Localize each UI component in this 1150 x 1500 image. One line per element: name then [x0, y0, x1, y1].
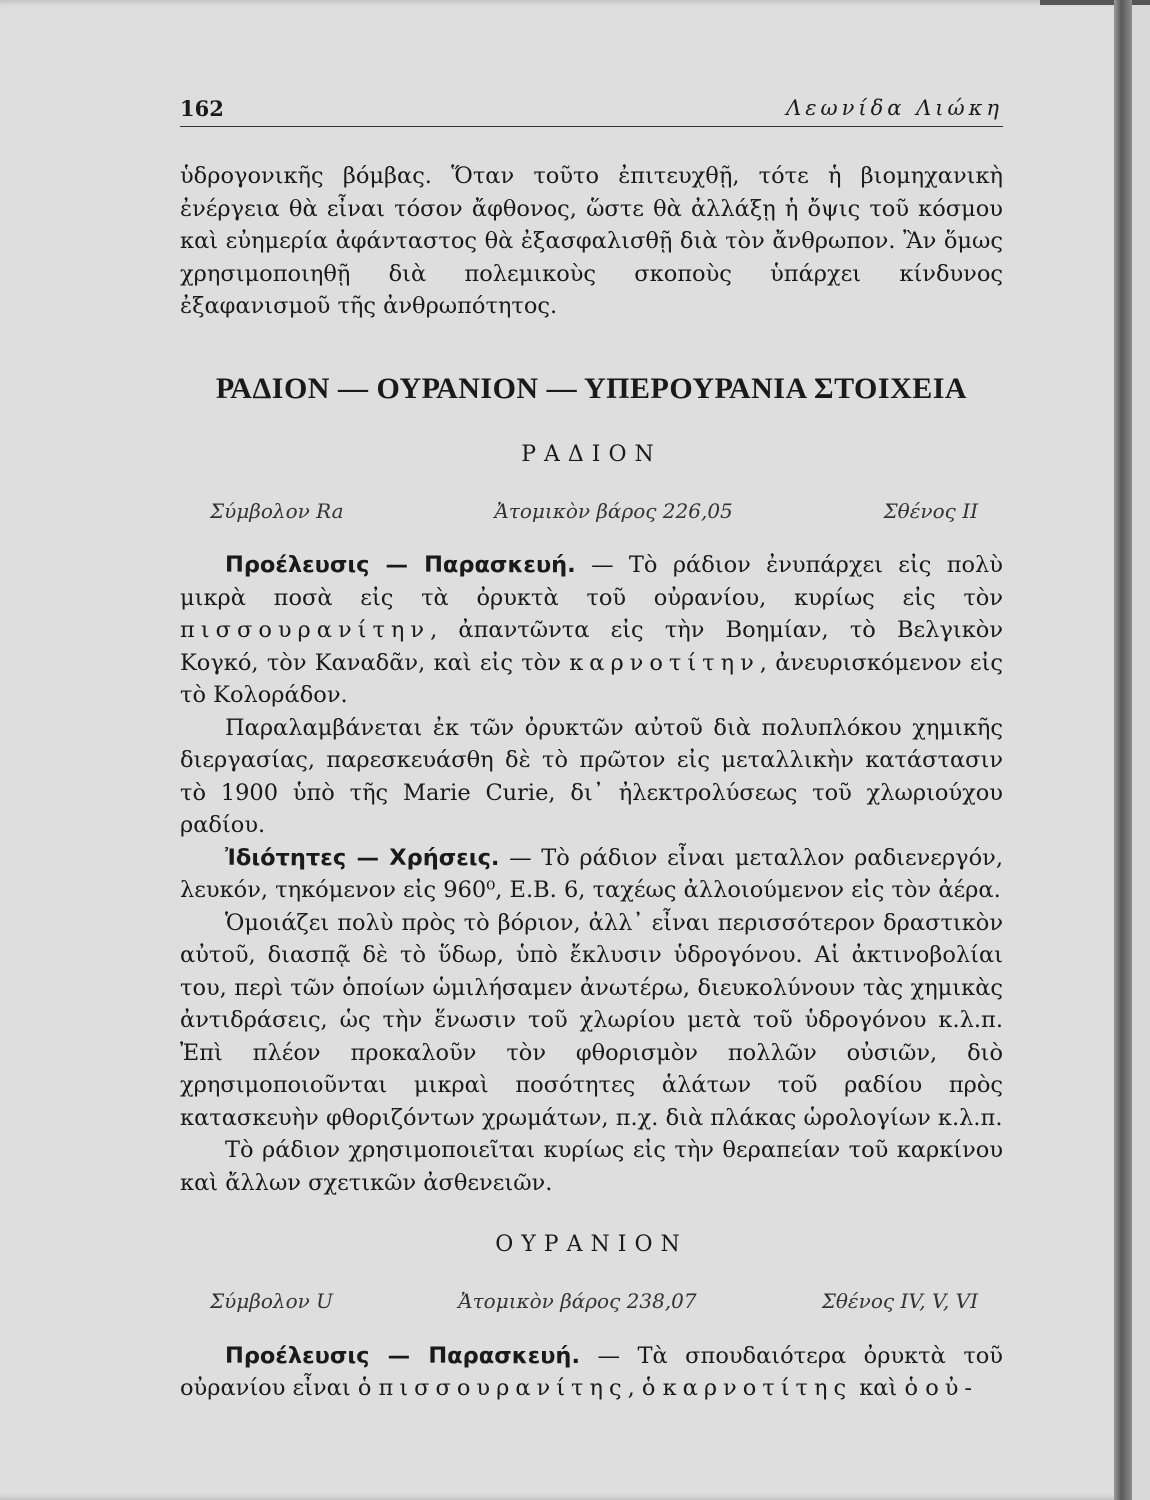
radium-origin-text-b: , ἀπαντῶντα εἰς τὴν Βοημίαν, τὸ Βελγικὸν Κογκό, τὸν Καναδᾶν, καὶ εἰς τὸν — [180, 617, 1003, 676]
uranium-valence: Σθένος IV, V, VI — [821, 1289, 978, 1313]
scan-border — [1040, 0, 1150, 5]
radium-preparation-paragraph: Παραλαμβάνεται ἐκ τῶν ὀρυκτῶν αὐτοῦ διὰ πολυπλόκου χημικῆς διεργασίας, παρεσκευάσθη δὲ τὸ πρῶτον εἰς μεταλλικὴν κατάστασιν τὸ 1900 ὑπὸ τῆς Marie Curie, δι᾽ ἠλεκτρολύσεως τοῦ χλωριούχου ραδίου. — [180, 714, 1003, 838]
radium-uses-paragraph: Τὸ ράδιον χρησιμοποιεῖται κυρίως εἰς τὴν θεραπείαν τοῦ καρκίνου καὶ ἄλλων σχετικῶν ἀσθενειῶν. — [180, 1137, 1003, 1196]
page-edge — [1114, 0, 1132, 1500]
radium-origin-paragraph — [180, 549, 1003, 712]
uranium-properties — [180, 1285, 1003, 1318]
page-header — [180, 96, 1003, 127]
page-body — [180, 160, 1003, 1405]
radium-mineral-2: καρνοτίτην — [569, 649, 760, 676]
running-head: Λεωνίδα Λιώκη — [786, 96, 1003, 120]
radium-mineral-1: πισσουρανίτην — [180, 617, 431, 643]
radium-valence: Σθένος II — [883, 498, 978, 523]
radium-atomic-weight: Ἀτομικὸν βάρος 226,05 — [494, 498, 733, 523]
radium-origin-text-c: , ἀνευρισκόμενον εἰς τὸ Κολοράδον. — [180, 649, 1003, 708]
radium-symbol: Σύμβολον Ra — [210, 498, 344, 523]
radium-properties-heading: Ἰδιότητες — Χρήσεις. — [225, 844, 500, 871]
radium-properties-text: — Τὸ ράδιον εἶναι μεταλλον ραδιενεργόν, λευκόν, τηκόμενον εἰς 960⁰, Ε.Β. 6, ταχέως ἀλλοιούμενον εἰς τὸν ἀέρα. — [180, 844, 1004, 903]
radium-properties-paragraph — [180, 842, 1003, 907]
uranium-mineral-3: οὐ- — [925, 1375, 979, 1401]
uranium-origin-paragraph — [180, 1340, 1003, 1405]
radium-reactivity-paragraph: Ὁμοιάζει πολὺ πρὸς τὸ βόριον, ἀλλ᾽ εἶναι περισσότερον δραστικὸν αὐτοῦ, διασπᾷ δὲ τὸ ὕδωρ, ὑπὸ ἔκλυσιν ὑδρογόνου. Αἱ ἀκτινοβολίαι του, περὶ τῶν ὁποίων ὡμιλήσαμεν ἀνωτέρω, διευκολύνουν τὰς χημικὰς ἀντιδράσεις, ὡς τὴν ἕνωσιν τοῦ χλωρίου μετὰ τοῦ ὑδρογόνου κ.λ.π. Ἐπὶ πλέον προκαλοῦν τὸν φθορισμὸν πολλῶν οὐσιῶν, διὸ χρησιμοποιοῦνται μικραὶ ποσότητες ἁλάτων τοῦ ραδίου πρὸς κατασκευὴν φθοριζόντων χρωμάτων, π.χ. διὰ πλάκας ὡρολογίων κ.λ.π. — [180, 909, 1003, 1131]
uranium-origin-heading: Προέλευσις — Παρασκευή. — [225, 1342, 580, 1369]
intro-paragraph: ὑδρογονικῆς βόμβας. Ὅταν τοῦτο ἐπιτευχθῇ, τότε ἡ βιομηχανικὴ ἐνέργεια θὰ εἶναι τόσον ἄφθονος, ὥστε θὰ ἀλλάξῃ ἡ ὄψις τοῦ κόσμου καὶ εὐημερία ἀφάνταστος θὰ ἐξασφαλισθῇ διὰ τὸν ἄνθρωπον. Ἂν ὅμως χρησιμοποιηθῇ διὰ πολεμικοὺς σκοποὺς ὑπάρχει κίνδυνος ἐξαφανισμοῦ τῆς ἀνθρωπότητος. — [180, 163, 1003, 319]
uranium-origin-text-c: καὶ ὁ — [852, 1375, 926, 1401]
radium-properties — [180, 495, 1003, 528]
uranium-mineral-1: πισσουρανίτης — [378, 1375, 628, 1401]
section-title-uranium: ΟΥΡΑΝΙΟΝ — [495, 1232, 688, 1257]
radium-origin-heading: Προέλευσις — Παρασκευή. — [225, 552, 576, 578]
uranium-mineral-2: καρνοτίτης — [662, 1375, 853, 1401]
chapter-title: ΡΑΔΙΟΝ — ΟΥΡΑΝΙΟΝ — ΥΠΕΡΟΥΡΑΝΙΑ ΣΤΟΙΧΕΙΑ — [215, 371, 968, 405]
section-title-radium: ΡΑΔΙΟΝ — [521, 441, 662, 467]
uranium-origin-text-b: , ὁ — [627, 1375, 663, 1401]
uranium-symbol: Σύμβολον U — [210, 1289, 333, 1313]
uranium-atomic-weight: Ἀτομικὸν βάρος 238,07 — [458, 1289, 697, 1313]
page-number: 162 — [180, 96, 224, 121]
uranium-origin-text-a: — Τὰ σπουδαιότερα ὀρυκτὰ τοῦ οὐρανίου εἶναι ὁ — [180, 1342, 1003, 1401]
radium-origin-text-a: — Τὸ ράδιον ἐνυπάρχει εἰς πολὺ μικρὰ ποσὰ εἰς τὰ ὀρυκτὰ τοῦ οὐρανίου, κυρίως εἰς τὸν — [180, 552, 1003, 611]
